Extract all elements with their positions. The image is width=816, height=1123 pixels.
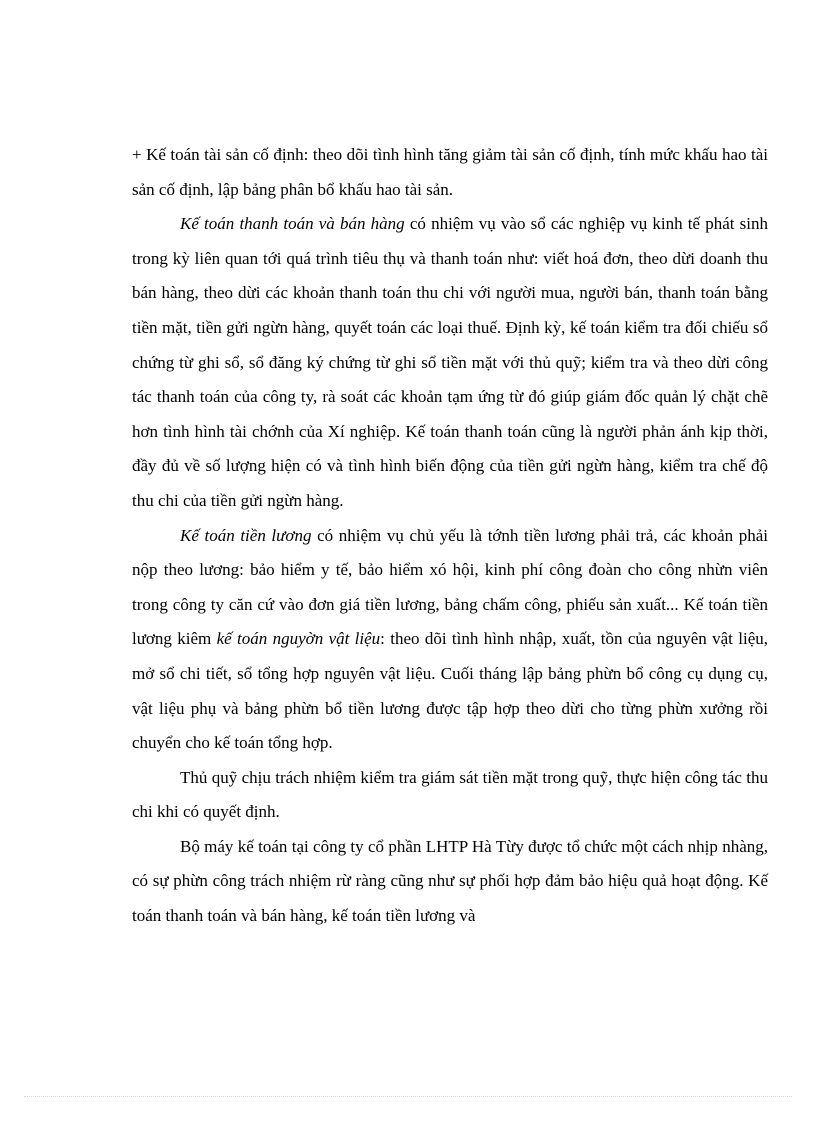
paragraph-fixed-assets	[132, 138, 768, 207]
document-body	[132, 138, 768, 934]
payment-sales-text: có nhiệm vụ vào sổ các nghiệp vụ kinh tế phát sinh trong kỳ liên quan tới quá trình tiêu thụ và thanh toán như: viết hoá đơn, theo dừi doanh thu bán hàng, theo dừi các khoản thanh toán thu chi với người mua, người bán, thanh toán bằng tiền mặt, tiền gửi ngừn hàng, quyết toán các loại thuế. Định kỳ, kế toán kiểm tra đối chiếu sổ chứng từ ghi sổ, sổ đăng ký chứng từ ghi sổ tiền mặt với thủ quỹ; kiểm tra và theo dừi công tác thanh toán của công ty, rà soát các khoản tạm ứng từ đó giúp giám đốc quản lý chặt chẽ hơn tình hình tài chớnh của Xí nghiệp. Kế toán thanh toán cũng là người phản ánh kịp thời, đầy đủ về số lượng hiện có và tình hình biến động của tiền gửi ngừn hàng, kiểm tra chế độ thu chi của tiền gửi ngừn hàng.	[132, 214, 768, 510]
paragraph-treasurer	[132, 761, 768, 830]
salary-text-2: : theo dõi tình hình nhập, xuất, tồn của nguyên vật liệu, mở sổ chi tiết, sổ tổng hợp nguyên vật liệu. Cuối tháng lập bảng phừn bổ công cụ dụng cụ, vật liệu phụ và bảng phừn bổ tiền lương được tập hợp theo dừi cho từng phừn xưởng rồi chuyển cho kế toán tổng hợp.	[132, 629, 768, 753]
salary-heading: Kế toán tiền lương	[180, 525, 312, 545]
page-bottom-divider	[24, 1096, 792, 1097]
paragraph-fixed-assets-text: + Kế toán tài sản cố định: theo dõi tình hình tăng giảm tài sản cố định, tính mức khấu hao tài sản cố định, lập bảng phân bổ khấu hao tài sản.	[132, 145, 768, 199]
treasurer-text: Thủ quỹ chịu trách nhiệm kiểm tra giám sát tiền mặt trong quỹ, thực hiện công tác thu chi khi có quyết định.	[132, 767, 768, 822]
paragraph-payment-sales	[132, 207, 768, 518]
materials-heading: kế toán nguyờn vật liệu	[216, 629, 381, 649]
paragraph-salary	[132, 519, 768, 761]
accounting-apparatus-text: Bộ máy kế toán tại công ty cổ phần LHTP Hà Từy được tổ chức một cách nhịp nhàng, có sự phừn công trách nhiệm rừ ràng cũng như sự phối hợp đảm bảo hiệu quả hoạt động. Kế toán thanh toán và bán hàng, kế toán tiền lương và	[132, 836, 768, 926]
paragraph-accounting-apparatus	[132, 830, 768, 934]
payment-sales-heading: Kế toán thanh toán và bán hàng	[180, 214, 405, 234]
salary-text-1: có nhiệm vụ chủ yếu là tớnh tiền lương phải trả, các khoản phải nộp theo lương: bảo hiểm y tế, bảo hiểm xó hội, kinh phí công đoàn cho công nhừn viên trong công ty căn cứ vào đơn giá tiền lương, bảng chấm công, phiếu sản xuất... Kế toán tiền lương kiêm	[132, 525, 768, 649]
